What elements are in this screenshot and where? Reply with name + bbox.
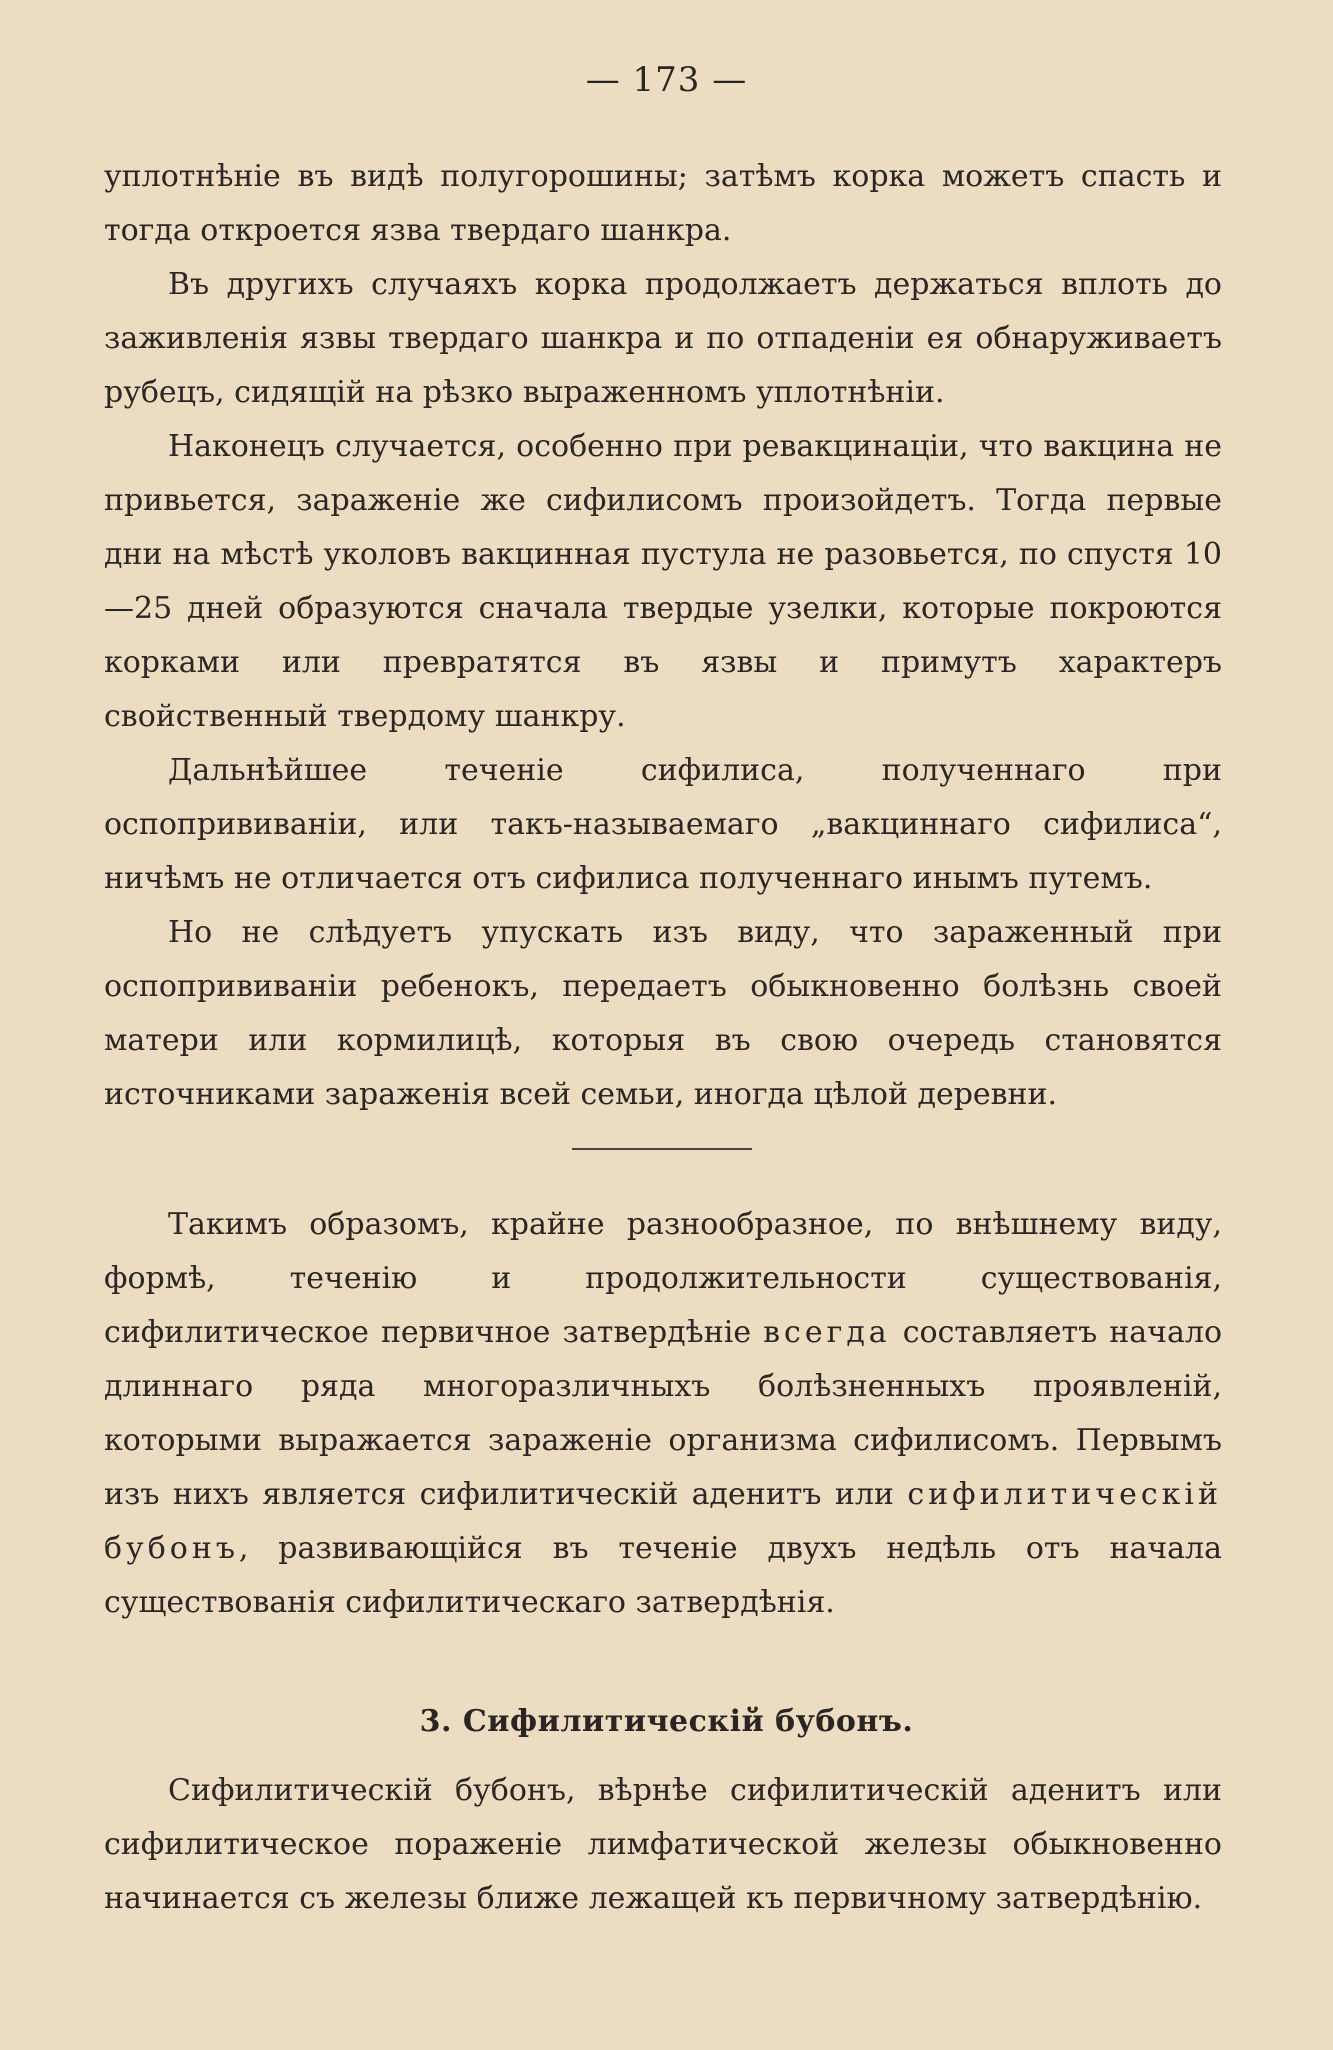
paragraph: Но не слѣдуетъ упускать изъ виду, что зараженный при оспопрививаніи ребенокъ, передаетъ обыкновенно болѣзнь своей матери или кормилицѣ, которыя въ свою очередь становятся источниками зараженія всей семьи, иногда цѣлой деревни. xyxy=(104,915,1222,1112)
paragraph: Сифилитическій бубонъ, вѣрнѣе сифилитическій аденитъ или сифилитическое пораженіе лимфатической железы обыкновенно начинается съ железы ближе лежащей къ первичному затвердѣнію. xyxy=(104,1773,1222,1916)
section-divider xyxy=(572,1148,752,1150)
section-heading: 3. Сифилитическій бубонъ. xyxy=(419,1704,914,1739)
text-run: Такимъ образомъ, крайне разнообразное, по внѣшнему виду, формѣ, теченію и продолжительности существованія, сифилитическое первичное затвердѣніе xyxy=(104,1207,1222,1350)
section-bubo-text xyxy=(104,1764,1222,1926)
paragraph-continued: уплотнѣніе въ видѣ полугорошины; затѣмъ корка можетъ спасть и тогда откроется язва твердаго шанкра. xyxy=(104,159,1222,248)
text-run: составляетъ начало длиннаго ряда многоразличныхъ болѣзненныхъ проявленій, которыми выражается зараженіе организма сифилисомъ. Первымъ изъ нихъ является сифилитическій аденитъ или xyxy=(104,1315,1222,1512)
spaced-emphasis: сифилитическій бубонъ xyxy=(104,1477,1222,1566)
section-vaccination-text xyxy=(104,150,1222,1122)
paragraph: Въ другихъ случаяхъ корка продолжаетъ держаться вплоть до заживленія язвы твердаго шанкра и по отпаденіи ея обнаруживаетъ рубецъ, сидящій на рѣзко выраженномъ уплотнѣніи. xyxy=(104,267,1222,410)
text-run: , развивающійся въ теченіе двухъ недѣль отъ начала существованія сифилитическаго затвердѣнія. xyxy=(104,1531,1222,1620)
section-summary-text xyxy=(104,1198,1222,1630)
spaced-emphasis: всегда xyxy=(763,1315,891,1350)
page-number: — 173 — xyxy=(585,60,748,100)
paragraph: Дальнѣйшее теченіе сифилиса, полученнаго при оспопрививаніи, или такъ-называемаго „вакциннаго сифилиса“, ничѣмъ не отличается отъ сифилиса полученнаго инымъ путемъ. xyxy=(104,753,1222,896)
paragraph: Наконецъ случается, особенно при ревакцинаціи, что вакцина не привьется, зараженіе же сифилисомъ произойдетъ. Тогда первые дни на мѣстѣ уколовъ вакцинная пустула не разовьется, по спустя 10—25 дней образуются сначала твердые узелки, которые покроются корками или превратятся въ язвы и примутъ характеръ свойственный твердому шанкру. xyxy=(104,429,1222,734)
paragraph xyxy=(104,1198,1222,1630)
